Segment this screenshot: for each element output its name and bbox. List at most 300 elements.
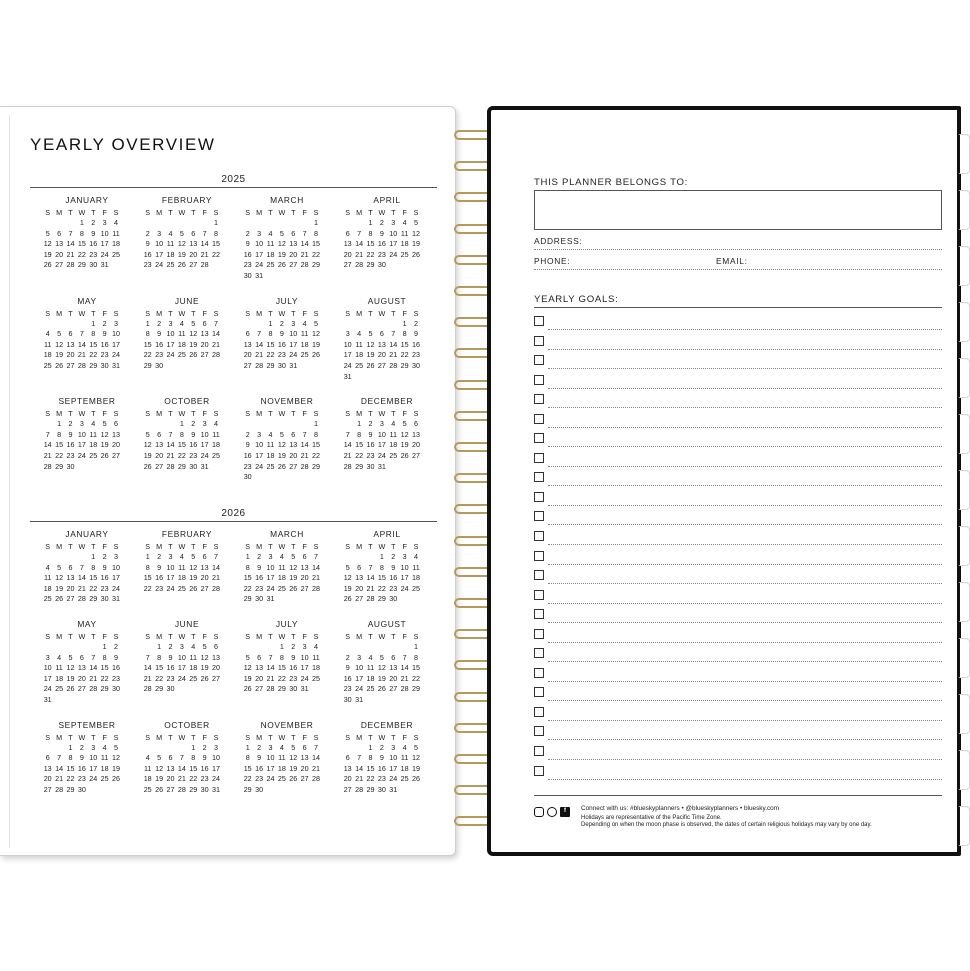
weekday-label: S xyxy=(145,732,151,742)
day-number: 14 xyxy=(266,663,275,673)
weekday-label: T xyxy=(91,542,96,551)
weekday-label: F xyxy=(102,542,107,551)
goal-line[interactable] xyxy=(548,779,942,780)
goal-checkbox[interactable] xyxy=(534,609,544,619)
weekday-label: T xyxy=(91,308,96,318)
day-number: 1 xyxy=(179,419,184,429)
goal-checkbox[interactable] xyxy=(534,472,544,482)
day-number: 1 xyxy=(91,552,96,561)
weekday-label: S xyxy=(45,631,51,641)
goal-checkbox[interactable] xyxy=(534,316,544,326)
day-number: 13 xyxy=(212,652,221,662)
day-number: 13 xyxy=(343,763,352,773)
day-number: 12 xyxy=(377,663,386,673)
day-number: 11 xyxy=(212,429,220,439)
days-grid xyxy=(142,319,232,372)
day-number: 21 xyxy=(212,573,221,583)
day-number: 27 xyxy=(389,684,398,694)
goal-line[interactable] xyxy=(548,407,942,408)
day-number: 5 xyxy=(102,419,107,429)
weekday-label: S xyxy=(45,409,51,419)
day-number: 27 xyxy=(212,673,221,683)
weekday-label: S xyxy=(245,308,251,318)
day-number: 18 xyxy=(177,573,186,583)
empty-day xyxy=(353,218,364,229)
address-label: ADDRESS: xyxy=(534,236,583,246)
month-tab[interactable] xyxy=(958,526,970,566)
weekday-header xyxy=(242,207,332,218)
day-number: 2 xyxy=(279,318,284,328)
weekday-label: S xyxy=(213,308,219,318)
day-number: 2 xyxy=(245,228,250,238)
goal-line[interactable] xyxy=(548,603,942,604)
day-number: 17 xyxy=(289,339,298,349)
empty-day xyxy=(42,743,53,754)
day-number: 30 xyxy=(89,260,98,270)
empty-day xyxy=(353,642,364,653)
day-number: 27 xyxy=(200,350,209,360)
day-number: 8 xyxy=(245,562,250,572)
weekday-label: S xyxy=(345,631,351,641)
weekday-label: S xyxy=(113,409,119,419)
weekday-header xyxy=(242,541,332,552)
goal-line[interactable] xyxy=(548,329,942,330)
day-number: 11 xyxy=(412,562,420,572)
empty-day xyxy=(188,218,199,229)
day-number: 14 xyxy=(55,763,64,773)
day-number: 24 xyxy=(77,450,86,460)
weekday-label: S xyxy=(313,208,319,217)
day-number: 12 xyxy=(43,239,52,249)
goal-checkbox[interactable] xyxy=(534,726,544,736)
day-number: 3 xyxy=(91,742,96,752)
day-number: 31 xyxy=(266,594,275,604)
weekday-label: T xyxy=(268,308,273,318)
day-number: 2 xyxy=(257,742,262,752)
day-number: 10 xyxy=(255,239,264,249)
day-number: 13 xyxy=(43,763,52,773)
day-number: 7 xyxy=(302,429,307,439)
empty-day xyxy=(253,218,264,229)
day-number: 19 xyxy=(112,763,121,773)
goal-line[interactable] xyxy=(548,505,942,506)
empty-day xyxy=(376,642,387,653)
day-number: 16 xyxy=(66,440,75,450)
day-number: 18 xyxy=(55,673,64,683)
empty-day xyxy=(53,743,64,754)
goal-checkbox[interactable] xyxy=(534,687,544,697)
weekday-label: W xyxy=(278,631,286,641)
goal-checkbox[interactable] xyxy=(534,453,544,463)
month-tab[interactable] xyxy=(958,582,970,622)
goal-checkbox[interactable] xyxy=(534,766,544,776)
goal-row xyxy=(534,490,942,510)
day-number: 24 xyxy=(200,450,209,460)
goal-line[interactable] xyxy=(548,622,942,623)
day-number: 12 xyxy=(155,763,164,773)
weekday-label: W xyxy=(178,732,186,742)
goal-checkbox[interactable] xyxy=(534,414,544,424)
day-number: 24 xyxy=(266,774,275,784)
day-number: 20 xyxy=(43,774,52,784)
day-number: 6 xyxy=(45,753,50,763)
day-number: 4 xyxy=(179,552,184,561)
month-tab[interactable] xyxy=(958,358,970,398)
day-number: 15 xyxy=(400,339,409,349)
day-number: 23 xyxy=(255,774,264,784)
day-number: 8 xyxy=(379,562,384,572)
day-number: 16 xyxy=(377,763,386,773)
day-number: 6 xyxy=(157,429,162,439)
weekday-label: M xyxy=(256,542,263,551)
day-number: 20 xyxy=(243,350,252,360)
goal-line[interactable] xyxy=(548,661,942,662)
month-september xyxy=(42,719,132,796)
day-number: 2 xyxy=(102,552,107,561)
weekday-label: T xyxy=(291,308,296,318)
goal-checkbox[interactable] xyxy=(534,394,544,404)
weekday-label: F xyxy=(202,308,207,318)
day-number: 20 xyxy=(212,663,221,673)
goal-checkbox[interactable] xyxy=(534,433,544,443)
goal-line[interactable] xyxy=(548,564,942,565)
day-number: 6 xyxy=(114,419,119,429)
goal-checkbox[interactable] xyxy=(534,590,544,600)
weekday-label: S xyxy=(345,409,351,419)
day-number: 27 xyxy=(289,260,298,270)
goal-checkbox[interactable] xyxy=(534,531,544,541)
weekday-label: T xyxy=(191,208,196,217)
day-number: 18 xyxy=(400,763,409,773)
goal-line[interactable] xyxy=(548,720,942,721)
weekday-label: S xyxy=(213,208,219,217)
day-number: 31 xyxy=(289,360,298,370)
weekday-label: S xyxy=(45,732,51,742)
day-number: 15 xyxy=(155,663,164,673)
day-number: 8 xyxy=(214,228,219,238)
day-number: 23 xyxy=(377,774,386,784)
days-grid xyxy=(42,319,132,372)
day-number: 31 xyxy=(389,784,398,794)
day-number: 16 xyxy=(289,663,298,673)
month-name: JANUARY xyxy=(65,529,109,539)
months-grid xyxy=(30,528,437,796)
day-number: 17 xyxy=(89,763,98,773)
day-number: 13 xyxy=(66,339,75,349)
days-grid xyxy=(142,743,232,796)
day-number: 29 xyxy=(243,594,252,604)
day-number: 21 xyxy=(77,583,86,593)
weekday-label: T xyxy=(391,542,396,551)
days-grid xyxy=(342,218,432,271)
weekday-label: T xyxy=(268,208,273,217)
goal-line[interactable] xyxy=(548,583,942,584)
day-number: 14 xyxy=(212,562,221,572)
day-number: 26 xyxy=(43,260,52,270)
goal-checkbox[interactable] xyxy=(534,511,544,521)
month-name: DECEMBER xyxy=(360,719,414,730)
day-number: 9 xyxy=(157,329,162,339)
goal-checkbox[interactable] xyxy=(534,492,544,502)
day-number: 20 xyxy=(166,774,175,784)
goal-line[interactable] xyxy=(548,485,942,486)
day-number: 16 xyxy=(377,239,386,249)
day-number: 18 xyxy=(277,573,286,583)
goal-line[interactable] xyxy=(548,700,942,701)
goal-line[interactable] xyxy=(548,349,942,350)
day-number: 16 xyxy=(343,673,352,683)
day-number: 30 xyxy=(189,461,198,471)
day-number: 19 xyxy=(289,573,298,583)
day-number: 5 xyxy=(291,552,296,561)
month-tab[interactable] xyxy=(958,302,970,342)
day-number: 22 xyxy=(143,583,152,593)
month-tab[interactable] xyxy=(958,470,970,510)
month-tab[interactable] xyxy=(958,750,970,790)
weekday-label: T xyxy=(391,208,396,217)
day-number: 26 xyxy=(200,673,209,683)
empty-day xyxy=(42,419,53,430)
day-number: 30 xyxy=(243,270,252,280)
day-number: 23 xyxy=(243,461,252,471)
day-number: 30 xyxy=(77,784,86,794)
day-number: 22 xyxy=(377,583,386,593)
day-number: 16 xyxy=(100,573,109,583)
empty-day xyxy=(142,642,153,653)
goal-line[interactable] xyxy=(548,427,942,428)
day-number: 3 xyxy=(168,318,173,328)
day-number: 23 xyxy=(112,673,121,683)
weekday-header xyxy=(142,408,232,419)
day-number: 18 xyxy=(89,440,98,450)
weekday-label: T xyxy=(268,542,273,551)
day-number: 26 xyxy=(189,583,198,593)
owner-name-field[interactable] xyxy=(534,190,942,230)
month-february xyxy=(142,528,232,605)
day-number: 17 xyxy=(200,440,209,450)
day-number: 5 xyxy=(368,329,373,339)
goal-checkbox[interactable] xyxy=(534,336,544,346)
day-number: 17 xyxy=(400,573,409,583)
day-number: 2 xyxy=(257,552,262,561)
day-number: 5 xyxy=(179,228,184,238)
day-number: 8 xyxy=(68,753,73,763)
day-number: 30 xyxy=(343,694,352,704)
weekday-label: F xyxy=(302,542,307,551)
goal-checkbox[interactable] xyxy=(534,707,544,717)
day-number: 14 xyxy=(177,763,186,773)
day-number: 14 xyxy=(400,663,409,673)
day-number: 13 xyxy=(412,429,421,439)
month-name: MARCH xyxy=(270,195,304,205)
month-august xyxy=(342,618,432,706)
weekday-label: M xyxy=(356,208,363,217)
day-number: 17 xyxy=(43,673,52,683)
day-number: 28 xyxy=(166,461,175,471)
day-number: 26 xyxy=(143,461,152,471)
day-number: 17 xyxy=(155,249,164,259)
day-number: 4 xyxy=(179,318,184,328)
weekday-label: S xyxy=(245,631,251,641)
goal-line[interactable] xyxy=(548,524,942,525)
day-number: 3 xyxy=(79,419,84,429)
goal-row xyxy=(534,451,942,471)
day-number: 4 xyxy=(268,228,273,238)
goal-checkbox[interactable] xyxy=(534,648,544,658)
day-number: 9 xyxy=(368,429,373,439)
month-name: JULY xyxy=(275,618,299,629)
day-number: 3 xyxy=(302,641,307,651)
day-number: 18 xyxy=(143,774,152,784)
day-number: 6 xyxy=(202,318,207,328)
weekday-label: S xyxy=(345,732,351,742)
day-number: 11 xyxy=(100,753,109,763)
month-tab[interactable] xyxy=(958,638,970,678)
month-tab[interactable] xyxy=(958,246,970,286)
day-number: 18 xyxy=(312,663,321,673)
day-number: 4 xyxy=(168,228,173,238)
year-divider xyxy=(30,521,437,522)
day-number: 7 xyxy=(391,329,396,339)
day-number: 23 xyxy=(100,583,109,593)
empty-day xyxy=(276,419,287,430)
month-name: JUNE xyxy=(174,295,200,306)
goal-checkbox[interactable] xyxy=(534,375,544,385)
day-number: 2 xyxy=(157,318,162,328)
day-number: 19 xyxy=(289,763,298,773)
day-number: 17 xyxy=(389,763,398,773)
day-number: 11 xyxy=(389,429,397,439)
goal-line[interactable] xyxy=(548,642,942,643)
empty-day xyxy=(65,218,76,229)
goal-row xyxy=(534,334,942,354)
goal-line[interactable] xyxy=(548,388,942,389)
day-number: 17 xyxy=(166,339,175,349)
days-grid xyxy=(142,419,232,472)
day-number: 4 xyxy=(314,641,319,651)
goal-line[interactable] xyxy=(548,446,942,447)
day-number: 10 xyxy=(155,239,164,249)
day-number: 15 xyxy=(55,440,64,450)
goal-checkbox[interactable] xyxy=(534,355,544,365)
weekday-label: T xyxy=(168,208,173,217)
month-tab[interactable] xyxy=(958,414,970,454)
empty-day xyxy=(265,419,276,430)
day-number: 7 xyxy=(214,552,219,561)
social-icons xyxy=(534,807,570,817)
day-number: 4 xyxy=(91,419,96,429)
day-number: 11 xyxy=(55,663,63,673)
day-number: 21 xyxy=(200,249,209,259)
day-number: 17 xyxy=(255,249,264,259)
day-number: 21 xyxy=(55,774,64,784)
goal-checkbox[interactable] xyxy=(534,746,544,756)
goal-row xyxy=(534,568,942,588)
day-number: 13 xyxy=(300,562,309,572)
day-number: 29 xyxy=(100,684,109,694)
days-grid xyxy=(242,743,332,796)
goal-checkbox[interactable] xyxy=(534,668,544,678)
day-number: 13 xyxy=(255,663,264,673)
goal-line[interactable] xyxy=(548,739,942,740)
day-number: 13 xyxy=(189,239,198,249)
weekday-label: M xyxy=(56,409,63,419)
goal-checkbox[interactable] xyxy=(534,629,544,639)
weekday-header xyxy=(242,732,332,743)
day-number: 26 xyxy=(189,350,198,360)
day-number: 31 xyxy=(43,694,52,704)
goal-line[interactable] xyxy=(548,368,942,369)
weekday-header xyxy=(42,732,132,743)
weekday-label: W xyxy=(78,308,86,318)
day-number: 10 xyxy=(89,753,98,763)
day-number: 25 xyxy=(89,450,98,460)
month-july xyxy=(242,618,332,706)
weekday-label: S xyxy=(145,542,151,551)
day-number: 7 xyxy=(91,652,96,662)
day-number: 3 xyxy=(357,652,362,662)
weekday-label: W xyxy=(78,542,86,551)
day-number: 19 xyxy=(400,440,409,450)
day-number: 14 xyxy=(389,339,398,349)
empty-day xyxy=(153,743,164,754)
day-number: 27 xyxy=(300,774,309,784)
phone-email-line[interactable] xyxy=(534,269,942,270)
weekday-label: F xyxy=(202,631,207,641)
month-tab[interactable] xyxy=(958,694,970,734)
day-number: 30 xyxy=(389,594,398,604)
day-number: 5 xyxy=(114,742,119,752)
month-october xyxy=(142,395,232,483)
goal-checkbox[interactable] xyxy=(534,551,544,561)
weekday-label: W xyxy=(178,308,186,318)
goal-checkbox[interactable] xyxy=(534,570,544,580)
day-number: 19 xyxy=(343,583,352,593)
day-number: 1 xyxy=(368,218,373,227)
goal-line[interactable] xyxy=(548,466,942,467)
goal-line[interactable] xyxy=(548,681,942,682)
day-number: 23 xyxy=(389,583,398,593)
day-number: 8 xyxy=(179,429,184,439)
day-number: 5 xyxy=(279,429,284,439)
day-number: 21 xyxy=(255,350,264,360)
day-number: 21 xyxy=(43,450,52,460)
day-number: 5 xyxy=(414,742,419,752)
phone-label: PHONE: xyxy=(534,256,571,266)
footer-holidays-text: Holidays are representative of the Pacific Time Zone. xyxy=(581,815,722,821)
month-november xyxy=(242,395,332,483)
month-tab[interactable] xyxy=(958,190,970,230)
month-tab[interactable] xyxy=(958,806,970,846)
day-number: 11 xyxy=(112,228,120,238)
day-number: 1 xyxy=(191,742,196,752)
day-number: 15 xyxy=(143,573,152,583)
address-line[interactable] xyxy=(534,249,942,250)
day-number: 6 xyxy=(302,552,307,561)
empty-day xyxy=(353,319,364,330)
day-number: 16 xyxy=(277,339,286,349)
month-tab[interactable] xyxy=(958,134,970,174)
day-number: 28 xyxy=(89,684,98,694)
day-number: 8 xyxy=(157,652,162,662)
day-number: 2 xyxy=(379,218,384,227)
day-number: 21 xyxy=(312,763,321,773)
day-number: 25 xyxy=(43,360,52,370)
day-number: 11 xyxy=(278,753,286,763)
goal-line[interactable] xyxy=(548,759,942,760)
weekday-label: T xyxy=(68,542,73,551)
goal-line[interactable] xyxy=(548,544,942,545)
